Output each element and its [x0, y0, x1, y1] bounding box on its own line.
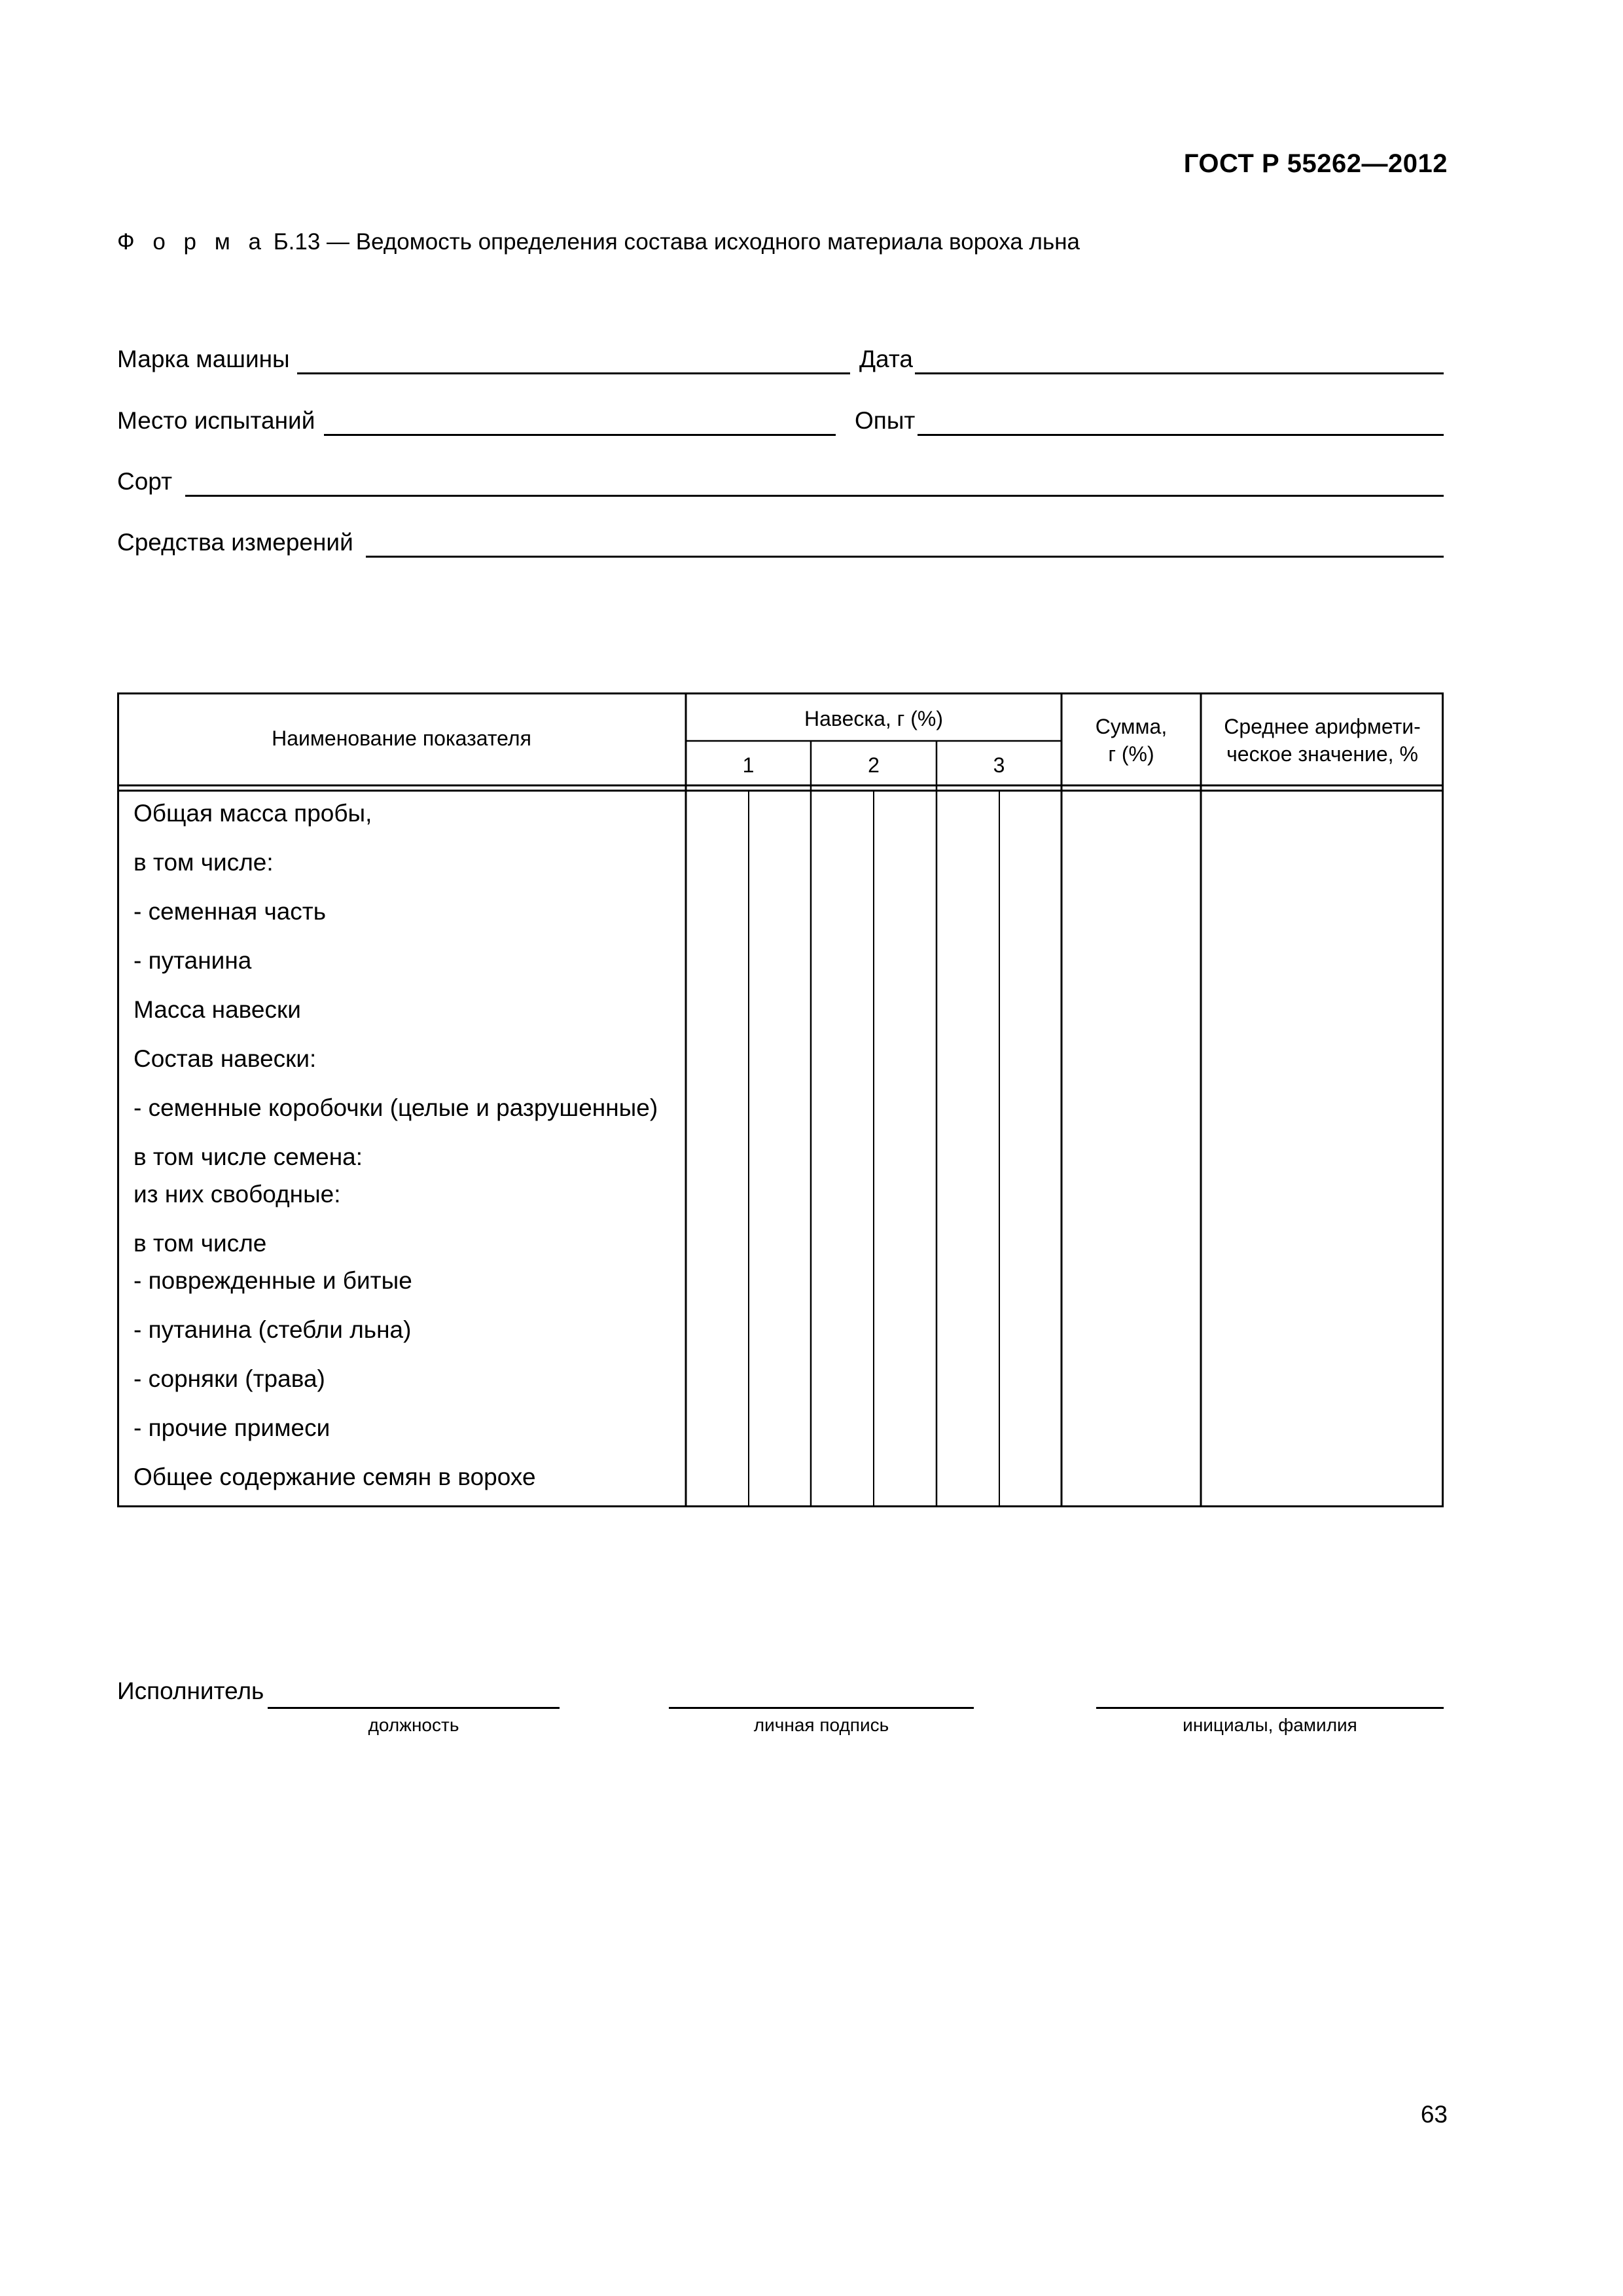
signature-line[interactable] — [669, 1707, 974, 1709]
header-sample: Навеска, г (%) — [804, 707, 943, 730]
position-line[interactable] — [268, 1707, 560, 1709]
header-sample-2: 2 — [868, 753, 880, 777]
page-number: 63 — [1420, 2101, 1448, 2128]
table-row-label: - путанина — [134, 947, 252, 974]
table-row-label: - путанина (стебли льна) — [134, 1316, 412, 1343]
executor-label: Исполнитель — [117, 1677, 264, 1704]
name-line[interactable] — [1096, 1707, 1444, 1709]
signature-caption: личная подпись — [753, 1715, 889, 1735]
experiment-line[interactable] — [918, 434, 1444, 436]
date-field[interactable] — [859, 346, 1444, 378]
table-row-label: в том числе: — [134, 849, 274, 876]
header-sum-line1: Сумма, — [1095, 715, 1168, 738]
form-title-text: Б.13 — Ведомость определения состава исходного материала вороха льна — [273, 229, 1080, 255]
measuring-means-field[interactable] — [117, 529, 1444, 562]
measuring-means-label: Средства измерений — [117, 529, 353, 556]
date-label: Дата — [859, 346, 913, 372]
table-row-label: Общее содержание семян в ворохе — [134, 1463, 536, 1490]
table-row-label: в том числе семена: — [134, 1143, 363, 1170]
variety-line[interactable] — [185, 495, 1444, 497]
table-row-label: в том числе — [134, 1230, 267, 1257]
standard-number: ГОСТ Р 55262—2012 — [1183, 149, 1448, 178]
machine-brand-line[interactable] — [297, 372, 850, 374]
header-mean-line2: ческое значение, % — [1226, 742, 1418, 766]
table-row-label: Состав навески: — [134, 1045, 317, 1072]
table-row-label: из них свободные: — [134, 1181, 341, 1208]
form-label: Ф о р м а — [117, 229, 267, 255]
machine-brand-label: Марка машины — [117, 346, 290, 372]
date-line[interactable] — [915, 372, 1444, 374]
experiment-field[interactable] — [855, 407, 1444, 440]
test-place-label: Место испытаний — [117, 407, 315, 434]
position-caption: должность — [368, 1715, 459, 1735]
measuring-means-line[interactable] — [366, 556, 1444, 558]
header-sum — [1061, 713, 1201, 768]
table-row-label: - поврежденные и битые — [134, 1267, 412, 1294]
composition-table — [117, 692, 1444, 1507]
test-place-line[interactable] — [324, 434, 836, 436]
table-row-label: - семенная часть — [134, 898, 327, 925]
test-place-field[interactable] — [117, 407, 836, 440]
name-caption: инициалы, фамилия — [1183, 1715, 1357, 1735]
header-sum-line2: г (%) — [1108, 742, 1154, 766]
table-row-label: - сорняки (трава) — [134, 1365, 325, 1392]
form-title — [117, 229, 1080, 255]
variety-field[interactable] — [117, 468, 1444, 501]
table-row-label: Общая масса пробы, — [134, 800, 372, 827]
table-row-label: Масса навески — [134, 996, 301, 1023]
variety-label: Сорт — [117, 468, 173, 495]
header-sample-1: 1 — [742, 753, 755, 777]
experiment-label: Опыт — [855, 407, 916, 434]
header-mean-line1: Среднее арифмети- — [1224, 715, 1421, 738]
table-row-label: - семенные коробочки (целые и разрушенные) — [134, 1094, 658, 1121]
header-mean — [1201, 713, 1444, 768]
machine-brand-field[interactable] — [117, 346, 850, 378]
header-sample-3: 3 — [993, 753, 1005, 777]
header-indicator: Наименование показателя — [272, 726, 531, 750]
table-row-label: - прочие примеси — [134, 1414, 330, 1441]
